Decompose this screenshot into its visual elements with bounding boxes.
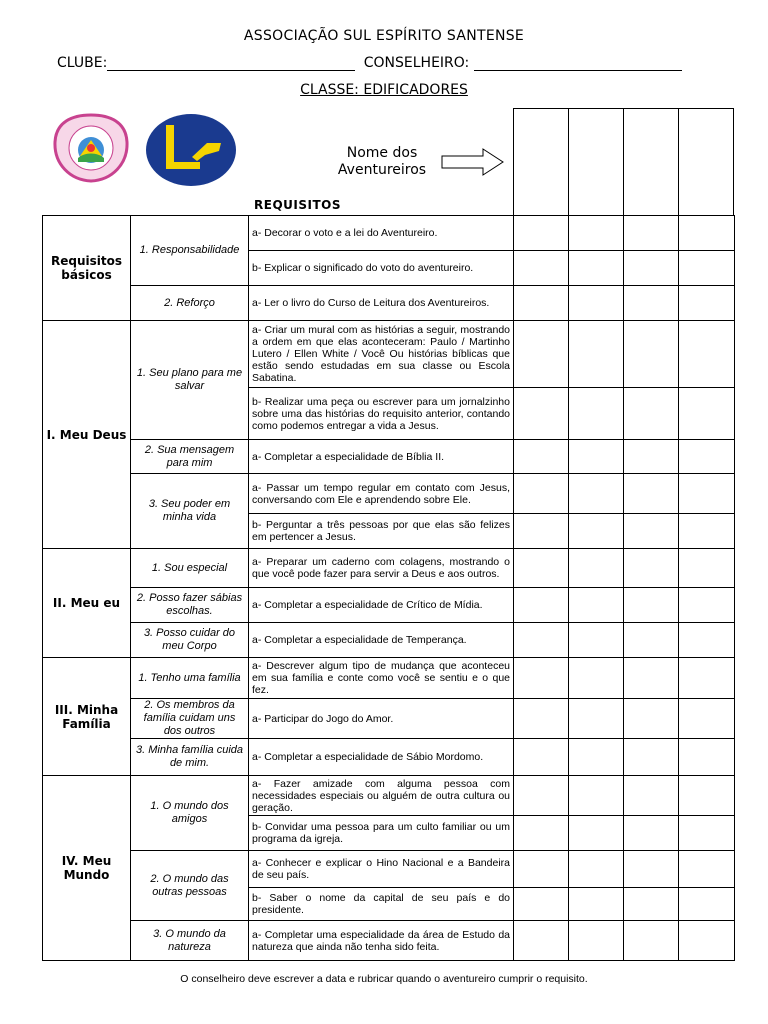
section-title: I. Meu Deus [43, 321, 131, 549]
signature-cell[interactable] [679, 888, 735, 921]
counselor-label: CONSELHEIRO: [363, 55, 470, 71]
signature-cell[interactable] [624, 388, 679, 440]
signature-cell[interactable] [624, 921, 679, 961]
signature-cell[interactable] [679, 816, 735, 851]
signature-cell[interactable] [514, 216, 569, 251]
signature-cell[interactable] [569, 739, 624, 776]
signature-cell[interactable] [679, 776, 735, 816]
signature-cell[interactable] [679, 440, 735, 474]
signature-cell[interactable] [514, 739, 569, 776]
names-label-line1: Nome dos [346, 145, 418, 161]
table-row [43, 286, 735, 321]
section-title: IV. Meu Mundo [43, 776, 131, 961]
signature-cell[interactable] [569, 440, 624, 474]
signature-cell[interactable] [624, 658, 679, 699]
signature-cell[interactable] [569, 514, 624, 549]
signature-cell[interactable] [679, 388, 735, 440]
table-row [43, 216, 735, 251]
arrow-right-icon [441, 148, 505, 176]
name-column-2[interactable] [569, 109, 624, 216]
signature-cell[interactable] [624, 549, 679, 588]
signature-cell[interactable] [679, 658, 735, 699]
section-title: II. Meu eu [43, 549, 131, 658]
table-row [43, 549, 735, 588]
signature-cell[interactable] [679, 623, 735, 658]
signature-cell[interactable] [679, 474, 735, 514]
signature-cell[interactable] [569, 321, 624, 388]
requirement-task: a- Conhecer e explicar o Hino Nacional e a Bandeira de seu país. [249, 851, 514, 888]
signature-cell[interactable] [624, 739, 679, 776]
signature-cell[interactable] [514, 776, 569, 816]
club-field[interactable] [107, 58, 355, 71]
signature-cell[interactable] [624, 514, 679, 549]
signature-cell[interactable] [679, 851, 735, 888]
requirement-item: 1. Seu plano para me salvar [131, 321, 249, 440]
names-header-grid [513, 108, 734, 216]
signature-cell[interactable] [569, 286, 624, 321]
signature-cell[interactable] [514, 888, 569, 921]
signature-cell[interactable] [624, 888, 679, 921]
requirement-item: 3. Posso cuidar do meu Corpo [131, 623, 249, 658]
requirement-item: 2. Reforço [131, 286, 249, 321]
signature-cell[interactable] [569, 474, 624, 514]
requirement-item: 1. Sou especial [131, 549, 249, 588]
signature-cell[interactable] [624, 776, 679, 816]
table-row [43, 739, 735, 776]
table-row [43, 588, 735, 623]
requirement-item: 1. Responsabilidade [131, 216, 249, 286]
table-row [43, 699, 735, 739]
signature-cell[interactable] [624, 588, 679, 623]
requirement-task: a- Fazer amizade com alguma pessoa com necessidades especiais ou alguém de outra cultura ou geração. [249, 776, 514, 816]
signature-cell[interactable] [624, 440, 679, 474]
requirement-item: 2. O mundo das outras pessoas [131, 851, 249, 921]
adventurers-club-logo [52, 112, 130, 184]
signature-cell[interactable] [514, 588, 569, 623]
table-row [43, 921, 735, 961]
name-column-3[interactable] [624, 109, 679, 216]
signature-cell[interactable] [624, 816, 679, 851]
signature-cell[interactable] [624, 474, 679, 514]
requirement-item: 1. O mundo dos amigos [131, 776, 249, 851]
names-label-line2: Aventureiros [337, 162, 427, 178]
edificadores-class-logo [145, 113, 237, 187]
counselor-field[interactable] [474, 58, 682, 71]
footer-note: O conselheiro deve escrever a data e rubricar quando o aventureiro cumprir o requisito. [180, 973, 588, 985]
signature-cell[interactable] [569, 623, 624, 658]
club-label: CLUBE: [57, 55, 108, 71]
signature-cell[interactable] [624, 699, 679, 739]
requirement-task: b- Convidar uma pessoa para um culto familiar ou um programa da igreja. [249, 816, 514, 851]
requirement-task: a- Ler o livro do Curso de Leitura dos Aventureiros. [249, 286, 514, 321]
signature-cell[interactable] [569, 216, 624, 251]
requirement-task: b- Realizar uma peça ou escrever para um jornalzinho sobre uma das histórias do requisito anterior, contando como podemos entregar a vida a Jesus. [249, 388, 514, 440]
signature-cell[interactable] [569, 816, 624, 851]
requirement-task: a- Participar do Jogo do Amor. [249, 699, 514, 739]
signature-cell[interactable] [569, 588, 624, 623]
requirement-task: a- Preparar um caderno com colagens, mostrando o que você pode fazer para servir a Deus e aos outros. [249, 549, 514, 588]
signature-cell[interactable] [514, 921, 569, 961]
signature-cell[interactable] [624, 216, 679, 251]
requirement-task: a- Completar a especialidade de Sábio Mordomo. [249, 739, 514, 776]
section-title: III. Minha Família [43, 658, 131, 776]
table-row [43, 440, 735, 474]
adventurers-names-label [332, 145, 432, 179]
signature-cell[interactable] [514, 251, 569, 286]
signature-cell[interactable] [679, 699, 735, 739]
signature-cell[interactable] [569, 699, 624, 739]
signature-cell[interactable] [624, 321, 679, 388]
requirement-item: 3. Seu poder em minha vida [131, 474, 249, 549]
signature-cell[interactable] [514, 699, 569, 739]
table-row [43, 623, 735, 658]
signature-cell[interactable] [514, 388, 569, 440]
signature-cell[interactable] [569, 776, 624, 816]
signature-cell[interactable] [514, 851, 569, 888]
signature-cell[interactable] [569, 921, 624, 961]
signature-cell[interactable] [514, 474, 569, 514]
signature-cell[interactable] [679, 549, 735, 588]
club-counselor-line [57, 55, 682, 71]
table-row [43, 474, 735, 514]
signature-cell[interactable] [514, 286, 569, 321]
requirements-heading: REQUISITOS [254, 198, 341, 212]
requirements-table [42, 215, 735, 961]
requirement-task: a- Decorar o voto e a lei do Aventureiro. [249, 216, 514, 251]
requirement-item: 2. Posso fazer sábias escolhas. [131, 588, 249, 623]
requirement-item: 2. Sua mensagem para mim [131, 440, 249, 474]
signature-cell[interactable] [514, 816, 569, 851]
signature-cell[interactable] [679, 216, 735, 251]
signature-cell[interactable] [624, 851, 679, 888]
signature-cell[interactable] [514, 440, 569, 474]
class-title-text: CLASSE: EDIFICADORES [300, 82, 468, 98]
requirement-task: b- Perguntar a três pessoas por que elas são felizes em pertencer a Jesus. [249, 514, 514, 549]
signature-cell[interactable] [679, 588, 735, 623]
signature-cell[interactable] [679, 321, 735, 388]
signature-cell[interactable] [624, 251, 679, 286]
requirement-item: 3. Minha família cuida de mim. [131, 739, 249, 776]
requirement-task: b- Saber o nome da capital de seu país e do presidente. [249, 888, 514, 921]
table-row [43, 851, 735, 888]
signature-cell[interactable] [569, 549, 624, 588]
signature-cell[interactable] [569, 851, 624, 888]
association-title: ASSOCIAÇÃO SUL ESPÍRITO SANTENSE [243, 28, 525, 44]
signature-cell[interactable] [679, 251, 735, 286]
signature-cell[interactable] [679, 286, 735, 321]
requirement-task: a- Criar um mural com as histórias a seguir, mostrando a ordem em que elas aconteceram: Paulo / Martinho Lutero / Ellen White / Você Ou histórias bíblicas que estão sendo estudadas em sua classe ou Escola Sabatina. [249, 321, 514, 388]
table-row [43, 776, 735, 816]
signature-cell[interactable] [569, 888, 624, 921]
requirement-item: 1. Tenho uma família [131, 658, 249, 699]
signature-cell[interactable] [514, 549, 569, 588]
signature-cell[interactable] [514, 321, 569, 388]
requirement-task: a- Passar um tempo regular em contato com Jesus, conversando com Ele e aprendendo sobre Ele. [249, 474, 514, 514]
requirement-item: 2. Os membros da família cuidam uns dos outros [131, 699, 249, 739]
section-title: Requisitos básicos [43, 216, 131, 321]
signature-cell[interactable] [569, 388, 624, 440]
signature-cell[interactable] [514, 514, 569, 549]
requirement-task: a- Completar a especialidade de Temperança. [249, 623, 514, 658]
requirement-task: a- Descrever algum tipo de mudança que aconteceu em sua família e conte como você se sentiu e o que fez. [249, 658, 514, 699]
signature-cell[interactable] [514, 623, 569, 658]
class-title [0, 82, 768, 98]
requirement-task: a- Completar a especialidade de Bíblia II. [249, 440, 514, 474]
signature-cell[interactable] [679, 739, 735, 776]
name-column-4[interactable] [679, 109, 733, 216]
requirement-item: 3. O mundo da natureza [131, 921, 249, 961]
requirement-task: a- Completar a especialidade de Crítico de Mídia. [249, 588, 514, 623]
requirement-task: b- Explicar o significado do voto do aventureiro. [249, 251, 514, 286]
signature-cell[interactable] [514, 658, 569, 699]
table-row [43, 658, 735, 699]
name-column-1[interactable] [514, 109, 569, 216]
signature-cell[interactable] [569, 658, 624, 699]
signature-cell[interactable] [679, 921, 735, 961]
signature-cell[interactable] [569, 251, 624, 286]
signature-cell[interactable] [624, 286, 679, 321]
table-row [43, 321, 735, 388]
signature-cell[interactable] [679, 514, 735, 549]
requirement-task: a- Completar uma especialidade da área de Estudo da natureza que ainda não tenha sido feita. [249, 921, 514, 961]
signature-cell[interactable] [624, 623, 679, 658]
